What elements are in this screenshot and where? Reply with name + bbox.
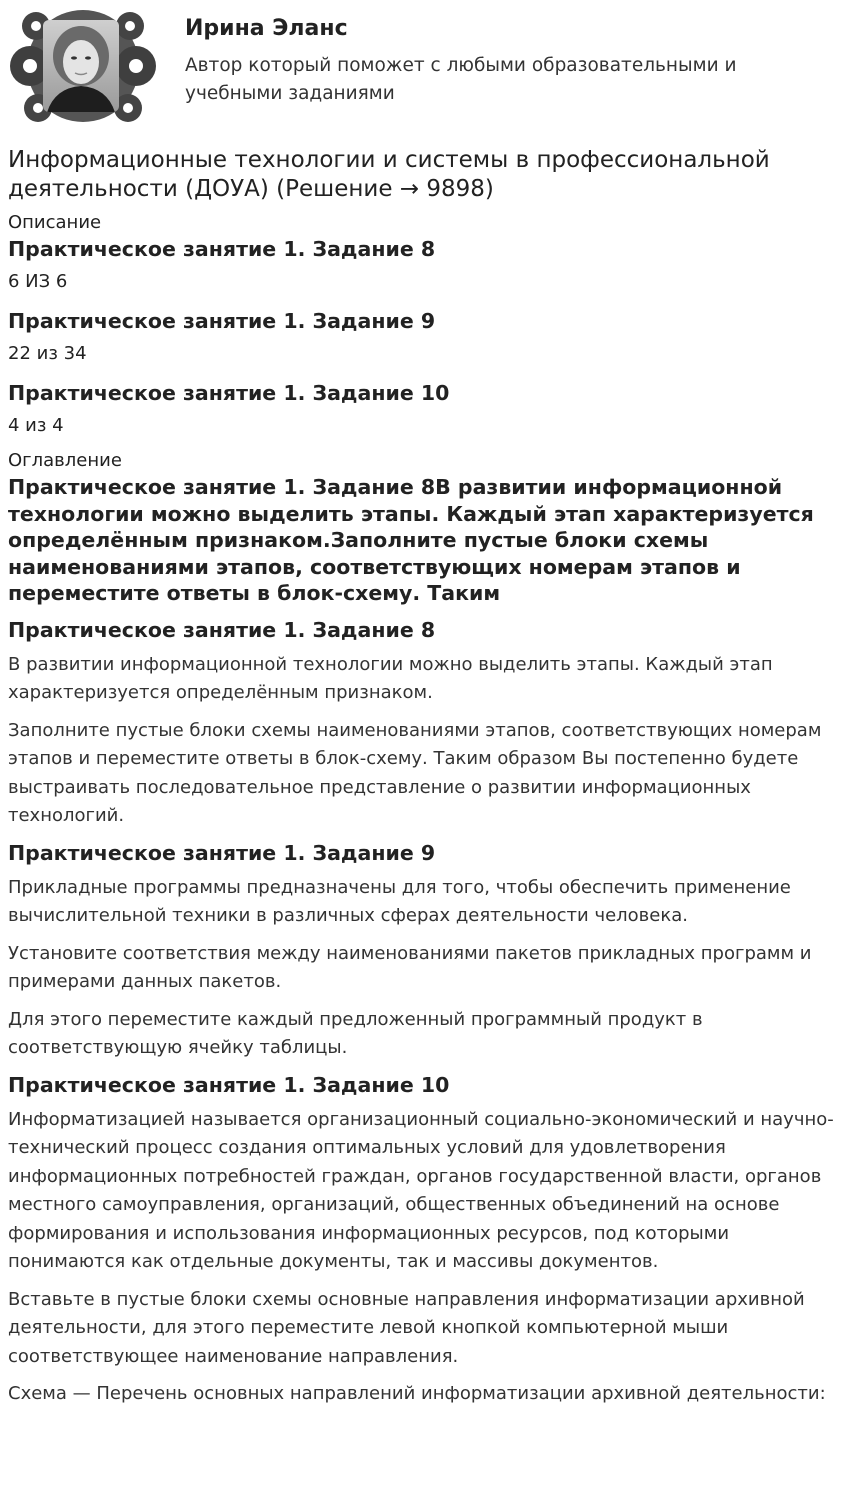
document-content [8,146,840,1418]
toc-label: Оглавление [8,450,122,471]
result-title: Практическое занятие 1. Задание 9 [8,309,436,333]
task-section [8,617,840,831]
task-paragraph: Для этого переместите каждый предложенный программный продукт в соответствующую ячейку таблицы. [8,1008,703,1058]
task-paragraph: Информатизацией называется организационный социально-экономический и научно-технический процесс создания оптимальных условий для удовлетворения информационных потребностей граждан, органов государственной власти, органов местного самоуправления, организаций, общественных объединений на основе формирования и использования информационных ресурсов, под которыми понимаются как отдельные документы, так и массивы документов. [8,1108,834,1272]
task-paragraph: Вставьте в пустые блоки схемы основные направления информатизации архивной деятельности, для этого переместите левой кнопкой компьютерной мыши соответствующее наименование направления. [8,1288,805,1367]
task-section [8,840,840,1063]
task-title: Практическое занятие 1. Задание 9 [8,840,436,865]
description-label: Описание [8,212,102,233]
document-title: Информационные технологии и системы в профессиональной деятельности (ДОУА) (Решение → 9898) [8,147,770,202]
result-score: 4 из 4 [8,415,64,436]
result-score: 6 ИЗ 6 [8,271,68,292]
avatar-frame [8,6,158,126]
author-description: Автор который поможет с любыми образовательными и учебными заданиями [185,55,737,104]
author-name[interactable]: Ирина Эланс [185,16,348,41]
toc-entry[interactable]: Практическое занятие 1. Задание 8В развитии информационной технологии можно выделить этапы. Каждый этап характеризуется определённым признаком.Заполните пустые блоки схемы наименованиями этапов, соответствующих номерам этапов и переместите ответы в блок-схему. Таким [8,475,814,605]
task-title: Практическое занятие 1. Задание 10 [8,1072,450,1097]
task-paragraph: Схема — Перечень основных направлений информатизации архивной деятельности: [8,1383,826,1404]
author-avatar[interactable] [8,6,158,126]
result-title: Практическое занятие 1. Задание 10 [8,381,450,405]
task-paragraph: Прикладные программы предназначены для того, чтобы обеспечить применение вычислительной техники в различных сферах деятельности человека. [8,876,791,926]
task-paragraph: В развитии информационной технологии можно выделить этапы. Каждый этап характеризуется определённым признаком. [8,653,773,703]
task-title: Практическое занятие 1. Задание 8 [8,617,436,642]
result-title: Практическое занятие 1. Задание 8 [8,237,436,261]
author-card [8,6,838,126]
task-section [8,1072,840,1409]
task-paragraph: Заполните пустые блоки схемы наименованиями этапов, соответствующих номерам этапов и переместите ответы в блок-схему. Таким образом Вы постепенно будете выстраивать последовательное представление о развитии информационных технологий. [8,719,822,826]
result-score: 22 из 34 [8,343,87,364]
task-paragraph: Установите соответствия между наименованиями пакетов прикладных программ и примерами данных пакетов. [8,942,812,992]
